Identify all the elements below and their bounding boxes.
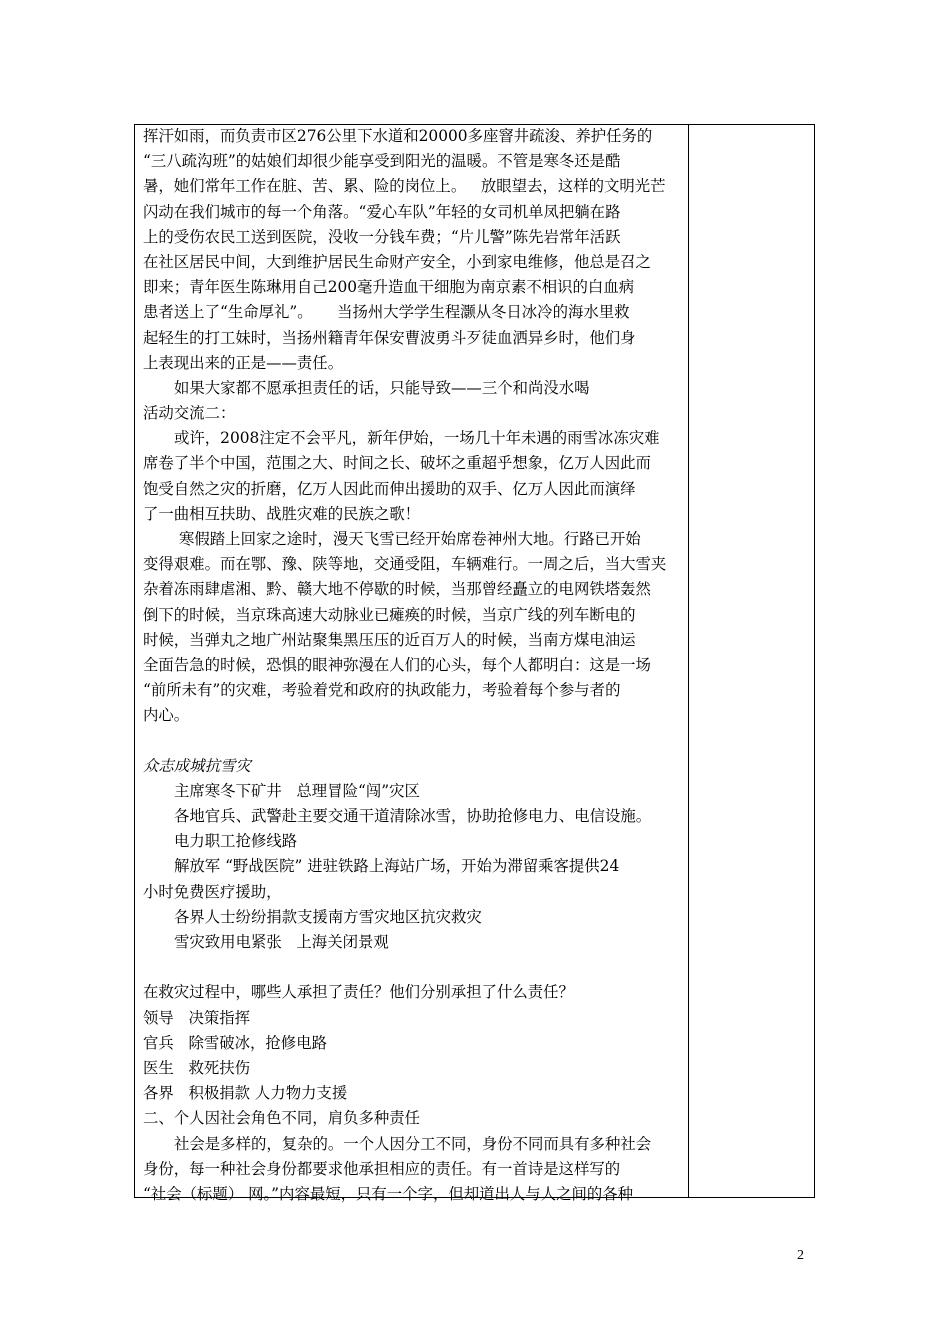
text-line: 官兵 除雪破冰，抢修电路 — [143, 1033, 327, 1052]
text-line: 在社区居民中间，大到维护居民生命财产安全，小到家电维修，他总是召之 — [143, 252, 651, 271]
section-heading: 众志成城抗雪灾 — [143, 756, 251, 775]
text-line: 内心。 — [143, 706, 190, 725]
page-number: 2 — [797, 1248, 804, 1263]
text-line: 身份，每一种社会身份都要求他承担相应的责任。有一首诗是这样写的 — [143, 1159, 621, 1178]
column-divider — [688, 124, 689, 1198]
section-heading: 活动交流二： — [143, 404, 236, 423]
text-line: 了一曲相互扶助、战胜灾难的民族之歌！ — [143, 504, 421, 523]
text-line: 倒下的时候，当京珠高速大动脉业已瘫痪的时候，当京广线的列车断电的 — [143, 605, 636, 624]
blank-line — [143, 729, 684, 754]
text-line: 闪动在我们城市的每一个角落。“爱心车队”年轻的女司机单凤把躺在路 — [143, 202, 621, 221]
text-line: 上表现出来的正是——责任。 — [143, 353, 344, 372]
question-line: 在救灾过程中，哪些人承担了责任？他们分别承担了什么责任？ — [143, 983, 574, 1002]
text-line: 雪灾致用电紧张 上海关闭景观 — [174, 933, 389, 951]
text-line: 上的受伤农民工送到医院，没收一分钱车费；“片儿警”陈先岩常年活跃 — [143, 227, 621, 246]
text-line: 社会是多样的，复杂的。一个人因分工不同，身份不同而具有多种社会 — [174, 1134, 652, 1153]
text-line: 杂着冻雨肆虐湘、黔、赣大地不停歇的时候，当那曾经矗立的电网铁塔轰然 — [143, 580, 651, 599]
text-line: 小时免费医疗援助， — [143, 882, 282, 901]
text-line: 主席寒冬下矿井 总理冒险“闯”灾区 — [174, 781, 420, 800]
text-line: 医生 救死扶伤 — [143, 1058, 251, 1077]
text-line: 暑，她们常年工作在脏、苦、累、险的岗位上。 放眼望去，这样的文明光芒 — [143, 177, 666, 196]
text-line: 各界人士纷纷捐款支援南方雪灾地区抗灾救灾 — [174, 907, 482, 926]
document-body — [143, 124, 684, 1207]
text-line: 全面告急的时候，恐惧的眼神弥漫在人们的心头，每个人都明白：这是一场 — [143, 655, 651, 674]
text-line: 各界 积极捐款 人力物力支援 — [143, 1084, 348, 1103]
text-line: 席卷了半个中国，范围之大、时间之长、破坏之重超乎想象，亿万人因此而 — [143, 454, 651, 473]
text-line: “三八疏沟班”的姑娘们却很少能享受到阳光的温暖。不管是寒冬还是酷 — [143, 152, 621, 171]
text-line: 变得艰难。而在鄂、豫、陕等地，交通受阻，车辆难行。一周之后，当大雪夹 — [143, 555, 667, 574]
text-line: “社会（标题） 网。”内容最短，只有一个字，但却道出人与人之间的各种 — [143, 1184, 634, 1203]
blank-line — [143, 955, 684, 980]
text-line: 领导 决策指挥 — [143, 1008, 251, 1027]
text-line: 寒假踏上回家之途时，漫天飞雪已经开始席卷神州大地。行路已开始 — [179, 530, 641, 548]
text-line: 各地官兵、武警赴主要交通干道清除冰雪，协助抢修电力、电信设施。 — [174, 807, 652, 826]
text-line: 饱受自然之灾的折磨，亿万人因此而伸出援助的双手、亿万人因此而演绎 — [143, 479, 636, 498]
text-line: 解放军 “野战医院” 进驻铁路上海站广场，开始为滞留乘客提供24 — [174, 857, 620, 876]
text-line: 挥汗如雨，而负责市区276公里下水道和20000多座窨井疏浚、养护任务的 — [143, 127, 653, 145]
text-line: 患者送上了“生命厚礼”。 当扬州大学学生程灏从冬日冰冷的海水里救 — [143, 303, 630, 322]
section-heading: 二、个人因社会角色不同，肩负多种责任 — [143, 1109, 421, 1128]
text-line: 时候，当弹丸之地广州站聚集黑压压的近百万人的时候，当南方煤电油运 — [143, 630, 636, 649]
text-line: 如果大家都不愿承担责任的话，只能导致——三个和尚没水喝 — [174, 378, 590, 397]
text-line: 电力职工抢修线路 — [174, 832, 298, 851]
text-line: 即来；青年医生陈琳用自己200毫升造血干细胞为南京素不相识的白血病 — [143, 278, 635, 297]
text-line: “前所未有”的灾难，考验着党和政府的执政能力，考验着每个参与者的 — [143, 681, 621, 700]
text-line: 起轻生的打工妹时，当扬州籍青年保安曹波勇斗歹徒血洒异乡时，他们身 — [143, 328, 636, 347]
text-line: 或许，2008注定不会平凡，新年伊始，一场几十年未遇的雨雪冰冻灾难 — [174, 429, 660, 448]
